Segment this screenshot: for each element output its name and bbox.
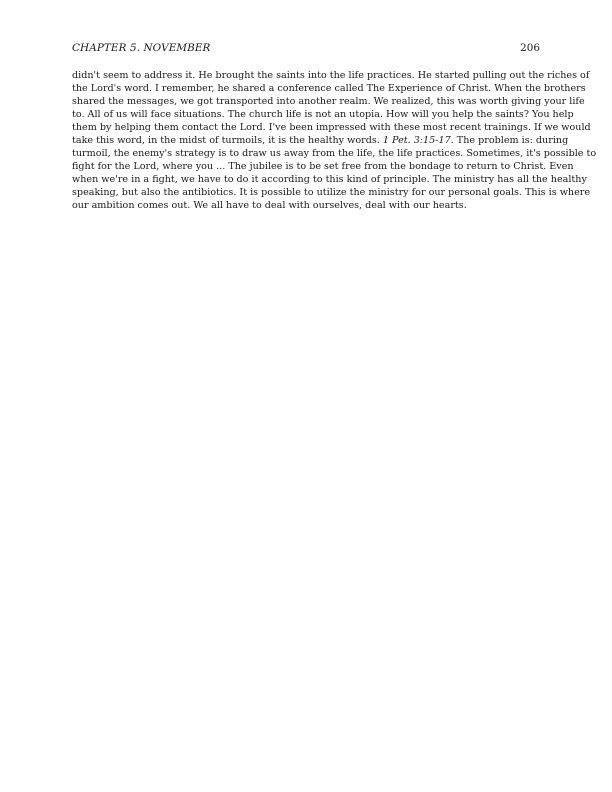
text-line: speaking, but also the antibiotics. It is possible to utilize the ministry for our personal goals. This is where	[72, 187, 591, 198]
text-line: the Lord's word. I remember, he shared a conference called The Experience of Christ. When the brothers	[72, 83, 586, 94]
text-line: to. All of us will face situations. The church life is not an utopia. How will you help the saints? You help	[72, 109, 574, 120]
text-line-with-reference	[72, 134, 569, 147]
chapter-title: CHAPTER 5. NOVEMBER	[72, 42, 211, 54]
text-line: shared the messages, we got transported into another realm. We realized, this was worth giving your life	[72, 96, 585, 107]
text-segment: take this word, in the midst of turmoils, it is the healthy words.	[72, 135, 383, 146]
text-segment: The problem is: during	[453, 135, 569, 146]
text-line: fight for the Lord, where you ... The jubilee is to be set free from the bondage to return to Christ. Even	[72, 161, 574, 172]
text-line: our ambition comes out. We all have to deal with ourselves, deal with our hearts.	[72, 200, 467, 211]
page-number: 206	[520, 42, 540, 54]
text-line: when we're in a fight, we have to do it according to this kind of principle. The ministry has all the healthy	[72, 174, 587, 185]
body-paragraph	[72, 69, 597, 212]
text-line: them by helping them contact the Lord. I've been impressed with these most recent trainings. If we would	[72, 122, 591, 133]
running-header	[72, 42, 540, 58]
text-line: turmoil, the enemy's strategy is to draw us away from the life, the life practices. Sometimes, it's possible to	[72, 148, 597, 159]
scripture-reference: 1 Pet. 3:15-17.	[382, 135, 454, 146]
text-line: didn't seem to address it. He brought the saints into the life practices. He started pulling out the riches of	[72, 70, 590, 81]
